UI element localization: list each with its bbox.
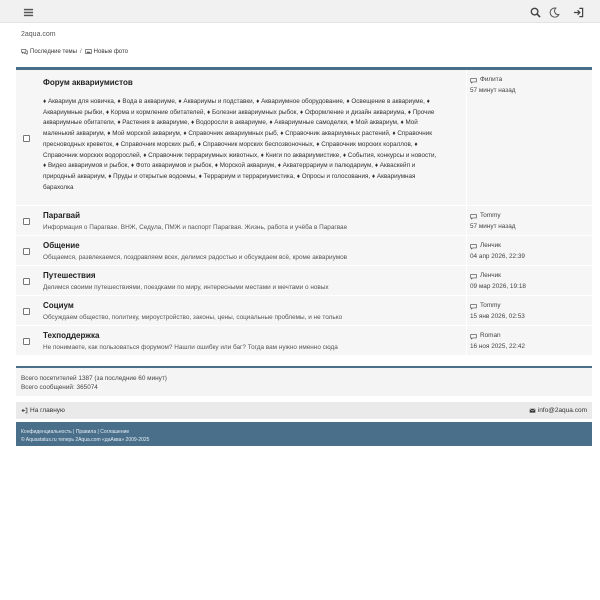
subforum-link[interactable]: ♦ Корма и кормление обитателей,	[105, 108, 207, 116]
forum-row-travel	[16, 266, 592, 296]
forum-row-society	[16, 296, 592, 326]
subforum-link[interactable]: ♦ Опросы и голосования,	[296, 172, 372, 180]
subforum-link[interactable]: ♦ Растения в аквариуме,	[117, 119, 191, 127]
copyright: © Aquastatus.ru теперь 2Aqua.com «даАква» 2009-2025	[21, 437, 150, 443]
new-photos-link[interactable]: Новые фото	[93, 48, 128, 55]
subforum-link[interactable]: ♦ Водоросли в аквариуме,	[190, 119, 270, 127]
home-link[interactable]	[21, 407, 65, 414]
subforum-link[interactable]: ♦ Справочник пресноводных креветок,	[43, 130, 432, 148]
envelope-icon	[529, 407, 536, 414]
last-post	[470, 331, 590, 352]
subforum-link[interactable]: ♦ Болезни аквариумных рыбок,	[207, 108, 300, 116]
forum-row-aquarists	[16, 70, 592, 206]
forum-stats	[16, 366, 592, 396]
column-divider	[466, 236, 467, 265]
last-post	[470, 241, 590, 262]
subforum-link[interactable]: ♦ Аквариум для новичка,	[43, 98, 118, 105]
email-link-label[interactable]: info@2aqua.com	[537, 407, 587, 414]
subforum-link[interactable]: ♦ Справочник морских водорослей,	[43, 140, 418, 159]
top-navbar	[0, 0, 600, 23]
subforum-link[interactable]: ♦ Освещение в аквариуме,	[346, 98, 427, 105]
last-post-user[interactable]: Tommy	[480, 212, 501, 219]
last-post-time: 15 янв 2026, 02:53	[470, 312, 525, 320]
subforum-list	[43, 97, 441, 193]
column-divider	[466, 296, 467, 325]
forum-description: Информация о Парагвае. ВНЖ, Седула, ПМЖ и паспорт Парагвая. Жизнь, работа и учёба в Парагвае	[43, 224, 348, 231]
subforum-link[interactable]: ♦ События, конкурсы и новости,	[342, 151, 437, 159]
forum-title[interactable]: Парагвай	[43, 211, 81, 220]
last-post	[470, 211, 590, 232]
forum-description: Обсуждаем общество, политику, мироустройство, законы, цены, социальные проблемы, и не только	[43, 314, 343, 321]
forum-checkbox[interactable]	[23, 278, 30, 285]
subforum-link[interactable]: ♦ Аквaскейп и природный аквариум,	[43, 162, 416, 180]
column-divider	[466, 266, 467, 295]
last-post-user[interactable]: Roman	[480, 332, 501, 339]
comment-icon	[470, 303, 477, 310]
forum-checkbox[interactable]	[23, 248, 30, 255]
forum-checkbox[interactable]	[23, 308, 30, 315]
forum-row-paraguay	[16, 206, 592, 236]
comments-icon	[21, 48, 28, 55]
last-post-time: 16 ноя 2025, 22:42	[470, 342, 525, 350]
subforum-link[interactable]: ♦ Акватеррариум и палюдариум,	[277, 162, 375, 170]
login-icon[interactable]	[571, 5, 585, 19]
subforum-link[interactable]: ♦ Мой морской аквариум,	[107, 130, 184, 138]
rules-link[interactable]: Правила	[75, 429, 97, 435]
last-post	[470, 75, 590, 96]
subforum-link[interactable]: ♦ Мой аквариум,	[350, 119, 401, 127]
quick-links	[21, 48, 128, 55]
home-arrow-icon	[21, 407, 28, 414]
last-post-user[interactable]: Филита	[480, 76, 503, 83]
forum-row-support	[16, 326, 592, 356]
last-post-user[interactable]: Ленчик	[480, 272, 501, 279]
forum-checkbox[interactable]	[23, 135, 30, 142]
subforum-link[interactable]: ♦ Пруды и открытые водоемы,	[108, 172, 199, 180]
subforum-link[interactable]: ♦ Оформление и дизайн аквариума,	[299, 108, 408, 116]
forum-checkbox[interactable]	[23, 218, 30, 225]
footer-links	[21, 428, 592, 436]
column-divider	[466, 206, 467, 235]
subforum-link[interactable]: ♦ Фото аквариумов и рыбок,	[130, 162, 215, 170]
forum-checkbox[interactable]	[23, 338, 30, 345]
subforum-link[interactable]: ♦ Аквариумное оборудование,	[256, 98, 347, 105]
comment-icon	[470, 333, 477, 340]
subforum-link[interactable]: ♦ Прочие аквариумные обитатели,	[43, 108, 435, 127]
last-post	[470, 301, 590, 322]
subforum-link[interactable]: ♦ Аквариумные рыбки,	[43, 98, 430, 116]
image-icon	[85, 48, 92, 55]
subforum-link[interactable]: ♦ Справочник аквариумных рыб,	[183, 130, 281, 138]
last-post-time: 09 мар 2026, 19:18	[470, 282, 526, 290]
subforum-link[interactable]: ♦ Аквариумы и подставки,	[178, 98, 257, 105]
recent-topics-link[interactable]: Последние темы	[30, 48, 77, 55]
privacy-link[interactable]: Конфиденциальность	[21, 429, 72, 435]
footer-separator: |	[73, 429, 75, 435]
messages-count: Всего сообщений: 365074	[21, 384, 98, 391]
subforum-link[interactable]: ♦ Книги по аквариумистике,	[260, 151, 343, 159]
email-link[interactable]	[529, 407, 587, 414]
forum-title[interactable]: Техподдержка	[43, 331, 100, 340]
forum-title[interactable]: Общение	[43, 241, 80, 250]
site-name[interactable]: 2aqua.com	[21, 31, 56, 38]
subforum-link[interactable]: ♦ Мой маленький аквариум,	[43, 119, 418, 138]
agreement-link[interactable]: Соглашение	[100, 429, 130, 435]
visitors-count: Всего посетителей 1387 (за последние 60 минут)	[21, 375, 167, 382]
comment-icon	[470, 213, 477, 220]
last-post-time: 57 минут назад	[470, 222, 516, 230]
comment-icon	[470, 243, 477, 250]
last-post-time: 57 минут назад	[470, 86, 516, 94]
forum-description: Не понимаете, как пользоваться форумом? Нашли ошибку или баг? Тогда вам нужно именно сюда	[43, 344, 338, 351]
forum-list	[16, 67, 592, 355]
bottom-navbar	[16, 402, 592, 419]
column-divider	[466, 326, 467, 356]
forum-description: Общаемся, развлекаемся, поздравляем всех, делимся радостью и обсуждаем всё, кроме аквариумов	[43, 254, 348, 261]
dark-mode-moon-icon[interactable]	[547, 5, 561, 19]
column-divider	[466, 70, 467, 205]
forum-row-chat	[16, 236, 592, 266]
comment-icon	[470, 77, 477, 84]
forum-description: Делимся своими путешествиями, поездками по миру, интересными местами и мечтами о новых	[43, 284, 329, 291]
subforum-link[interactable]: ♦ Справочник морских рыб,	[115, 140, 198, 148]
subforum-link[interactable]: ♦ Справочник морских беспозвоночных,	[197, 140, 317, 148]
subforum-link[interactable]: ♦ Аквариумные самоделки,	[269, 119, 351, 127]
subforum-link[interactable]: ♦ Террариум и террариумистика,	[198, 172, 297, 180]
forum-title[interactable]: Социум	[43, 301, 74, 310]
subforum-link[interactable]: ♦ Морской аквариум,	[214, 162, 278, 170]
last-post-user[interactable]: Ленчик	[480, 242, 501, 249]
subforum-link[interactable]: ♦ Справочник террариумных животных,	[143, 151, 261, 159]
quick-links-separator: /	[79, 48, 82, 55]
last-post-user[interactable]: Tommy	[480, 302, 501, 309]
home-link-label[interactable]: На главную	[30, 407, 65, 414]
hamburger-menu-icon[interactable]	[21, 5, 35, 19]
forum-title[interactable]: Форум аквариумистов	[43, 78, 133, 87]
footer-separator: |	[97, 429, 99, 435]
last-post-time: 04 апр 2026, 22:39	[470, 252, 525, 260]
subforum-link[interactable]: ♦ Справочник аквариумных растений,	[280, 130, 393, 138]
comment-icon	[470, 273, 477, 280]
page-footer	[16, 422, 592, 446]
subforum-link[interactable]: ♦ Видео аквариумов и рыбок,	[43, 162, 131, 170]
subforum-link[interactable]: ♦ Аквариумная барахолка	[43, 172, 416, 191]
search-icon[interactable]	[528, 5, 542, 19]
subforum-link[interactable]: ♦ Справочник морских кораллов,	[316, 140, 415, 148]
last-post	[470, 271, 590, 292]
subforum-link[interactable]: ♦ Вода в аквариуме,	[117, 98, 179, 105]
forum-title[interactable]: Путешествия	[43, 271, 96, 280]
